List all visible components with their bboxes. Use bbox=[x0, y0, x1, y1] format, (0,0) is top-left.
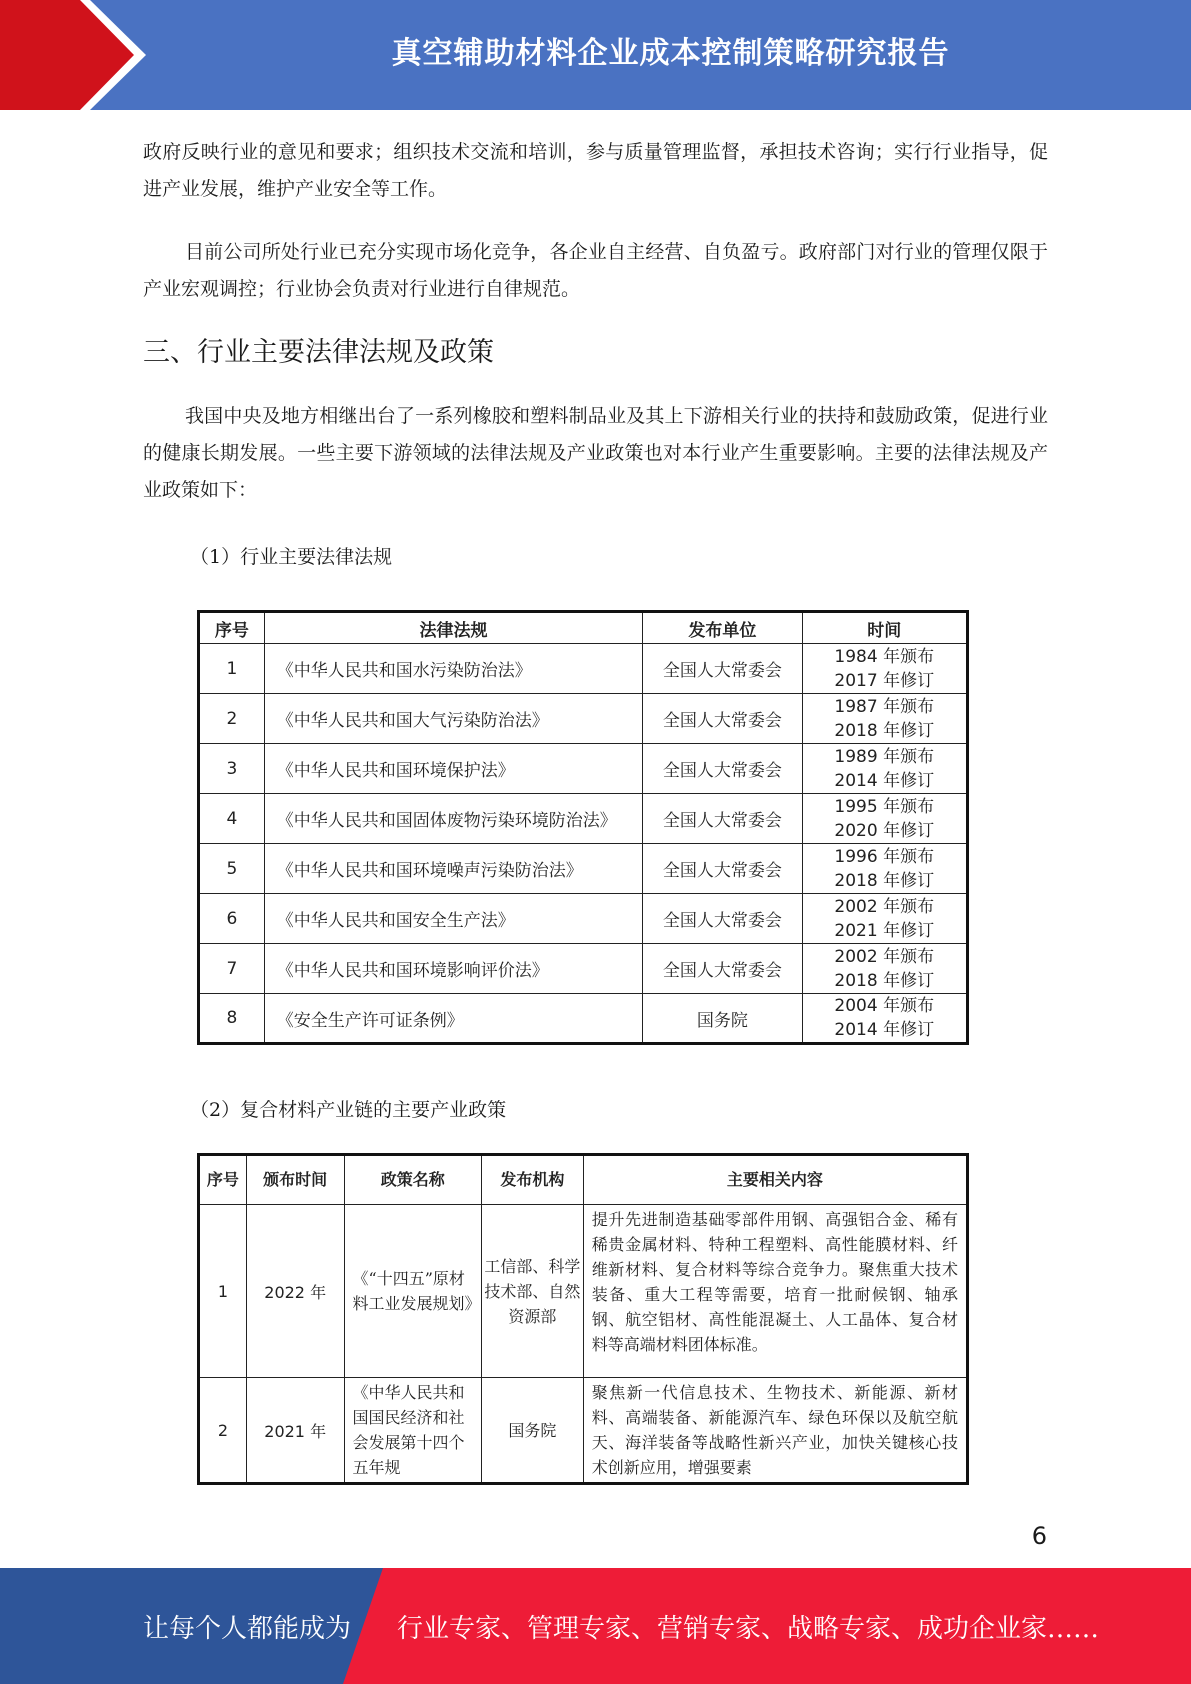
law-name: 《安全生产许可证条例》 bbox=[264, 994, 642, 1044]
table-row bbox=[199, 694, 968, 744]
header-cell: 时间 bbox=[802, 612, 967, 644]
revised-year: 2014 年修订 bbox=[834, 770, 935, 791]
table-row bbox=[199, 744, 968, 794]
paragraph-2: 目前公司所处行业已充分实现市场化竞争，各企业自主经营、自负盈亏。政府部门对行业的管理仅限于产业宏观调控；行业协会负责对行业进行自律规范。 bbox=[143, 241, 1048, 300]
revised-year: 2018 年修订 bbox=[834, 720, 935, 741]
policy-content: 提升先进制造基础零部件用钢、高强铝合金、稀有稀贵金属材料、特种工程塑料、高性能膜材料、纤维新材料、复合材料等综合竞争力。聚焦重大技术装备、重大工程等需要，培育一批耐候钢、轴承钢、航空铝材、高性能混凝土、人工晶体、复合材料等高端材料团体标准。 bbox=[583, 1205, 967, 1378]
header-title: 真空辅助材料企业成本控制策略研究报告 bbox=[391, 36, 950, 71]
laws-table bbox=[197, 610, 969, 1045]
issued-year: 1989 年颁布 bbox=[834, 746, 935, 767]
law-name: 《中华人民共和国环境保护法》 bbox=[264, 744, 642, 794]
row-number: 7 bbox=[199, 944, 265, 994]
law-name: 《中华人民共和国固体废物污染环境防治法》 bbox=[264, 794, 642, 844]
header-cell: 主要相关内容 bbox=[583, 1155, 967, 1205]
issuing-unit: 全国人大常委会 bbox=[643, 944, 802, 994]
issuing-org: 国务院 bbox=[482, 1378, 584, 1484]
header-cell: 发布单位 bbox=[643, 612, 802, 644]
page-number: 6 bbox=[1031, 1522, 1047, 1550]
issuing-unit: 全国人大常委会 bbox=[643, 844, 802, 894]
table-row bbox=[199, 1378, 968, 1484]
footer-slogan-right: 行业专家、管理专家、营销专家、战略专家、成功企业家…… bbox=[397, 1614, 1100, 1644]
header-cell: 序号 bbox=[199, 612, 265, 644]
table-row bbox=[199, 944, 968, 994]
issued-year: 1984 年颁布 bbox=[834, 646, 935, 667]
issued-year: 1996 年颁布 bbox=[834, 846, 935, 867]
paragraph-1: 政府反映行业的意见和要求；组织技术交流和培训，参与质量管理监督，承担技术咨询；实行行业指导，促进产业发展，维护产业安全等工作。 bbox=[143, 141, 1048, 200]
policies-table-header-row bbox=[199, 1155, 968, 1205]
time-cell bbox=[802, 744, 967, 794]
issue-year: 2022 年 bbox=[246, 1205, 344, 1378]
time-cell bbox=[802, 994, 967, 1044]
law-name: 《中华人民共和国环境影响评价法》 bbox=[264, 944, 642, 994]
table-row bbox=[199, 1205, 968, 1378]
header-red-chevron bbox=[0, 0, 150, 110]
issued-year: 1995 年颁布 bbox=[834, 796, 935, 817]
revised-year: 2018 年修订 bbox=[834, 870, 935, 891]
row-number: 1 bbox=[199, 1205, 247, 1378]
row-number: 4 bbox=[199, 794, 265, 844]
table-row bbox=[199, 844, 968, 894]
issuing-unit: 全国人大常委会 bbox=[643, 894, 802, 944]
header-cell: 序号 bbox=[199, 1155, 247, 1205]
policy-content: 聚焦新一代信息技术、生物技术、新能源、新材料、高端装备、新能源汽车、绿色环保以及航空航天、海洋装备等战略性新兴产业，加快关键核心技术创新应用，增强要素 bbox=[583, 1378, 967, 1484]
law-name: 《中华人民共和国环境噪声污染防治法》 bbox=[264, 844, 642, 894]
policies-table bbox=[197, 1153, 969, 1485]
issuing-unit: 全国人大常委会 bbox=[643, 644, 802, 694]
time-cell bbox=[802, 644, 967, 694]
header-cell: 法律法规 bbox=[264, 612, 642, 644]
row-number: 6 bbox=[199, 894, 265, 944]
policy-name: 《中华人民共和国国民经济和社会发展第十四个五年规 bbox=[344, 1378, 482, 1484]
row-number: 8 bbox=[199, 994, 265, 1044]
time-cell bbox=[802, 844, 967, 894]
time-cell bbox=[802, 694, 967, 744]
header-cell: 政策名称 bbox=[344, 1155, 482, 1205]
row-number: 5 bbox=[199, 844, 265, 894]
issuing-unit: 全国人大常委会 bbox=[643, 794, 802, 844]
time-cell bbox=[802, 944, 967, 994]
header-cell: 发布机构 bbox=[482, 1155, 584, 1205]
row-number: 3 bbox=[199, 744, 265, 794]
laws-table-header-row bbox=[199, 612, 968, 644]
law-name: 《中华人民共和国水污染防治法》 bbox=[264, 644, 642, 694]
table-row bbox=[199, 994, 968, 1044]
issued-year: 1987 年颁布 bbox=[834, 696, 935, 717]
policy-name: 《“十四五”原材料工业发展规划》 bbox=[344, 1205, 482, 1378]
page-header bbox=[0, 0, 1191, 110]
table-row bbox=[199, 794, 968, 844]
row-number: 1 bbox=[199, 644, 265, 694]
subheading-laws: （1）行业主要法律法规 bbox=[190, 546, 393, 568]
issuing-org: 工信部、科学技术部、自然资源部 bbox=[482, 1205, 584, 1378]
issuing-unit: 全国人大常委会 bbox=[643, 744, 802, 794]
issue-year: 2021 年 bbox=[246, 1378, 344, 1484]
revised-year: 2020 年修订 bbox=[834, 820, 935, 841]
revised-year: 2017 年修订 bbox=[834, 670, 935, 691]
revised-year: 2021 年修订 bbox=[834, 920, 935, 941]
subheading-policies: （2）复合材料产业链的主要产业政策 bbox=[190, 1099, 507, 1121]
section-heading: 三、行业主要法律法规及政策 bbox=[143, 337, 494, 368]
table-row bbox=[199, 644, 968, 694]
paragraph-3: 我国中央及地方相继出台了一系列橡胶和塑料制品业及其上下游相关行业的扶持和鼓励政策，促进行业的健康长期发展。一些主要下游领域的法律法规及产业政策也对本行业产生重要影响。主要的法律法规及产业政策如下： bbox=[143, 405, 1048, 501]
issuing-unit: 国务院 bbox=[643, 994, 802, 1044]
law-name: 《中华人民共和国大气污染防治法》 bbox=[264, 694, 642, 744]
row-number: 2 bbox=[199, 1378, 247, 1484]
time-cell bbox=[802, 894, 967, 944]
issued-year: 2002 年颁布 bbox=[834, 946, 935, 967]
table-row bbox=[199, 894, 968, 944]
row-number: 2 bbox=[199, 694, 265, 744]
issuing-unit: 全国人大常委会 bbox=[643, 694, 802, 744]
revised-year: 2014 年修订 bbox=[834, 1020, 935, 1040]
law-name: 《中华人民共和国安全生产法》 bbox=[264, 894, 642, 944]
issued-year: 2002 年颁布 bbox=[834, 896, 935, 917]
header-cell: 颁布时间 bbox=[246, 1155, 344, 1205]
time-cell bbox=[802, 794, 967, 844]
footer-slogan-left: 让每个人都能成为 bbox=[143, 1614, 352, 1644]
revised-year: 2018 年修订 bbox=[834, 970, 935, 991]
issued-year: 2004 年颁布 bbox=[834, 996, 935, 1016]
